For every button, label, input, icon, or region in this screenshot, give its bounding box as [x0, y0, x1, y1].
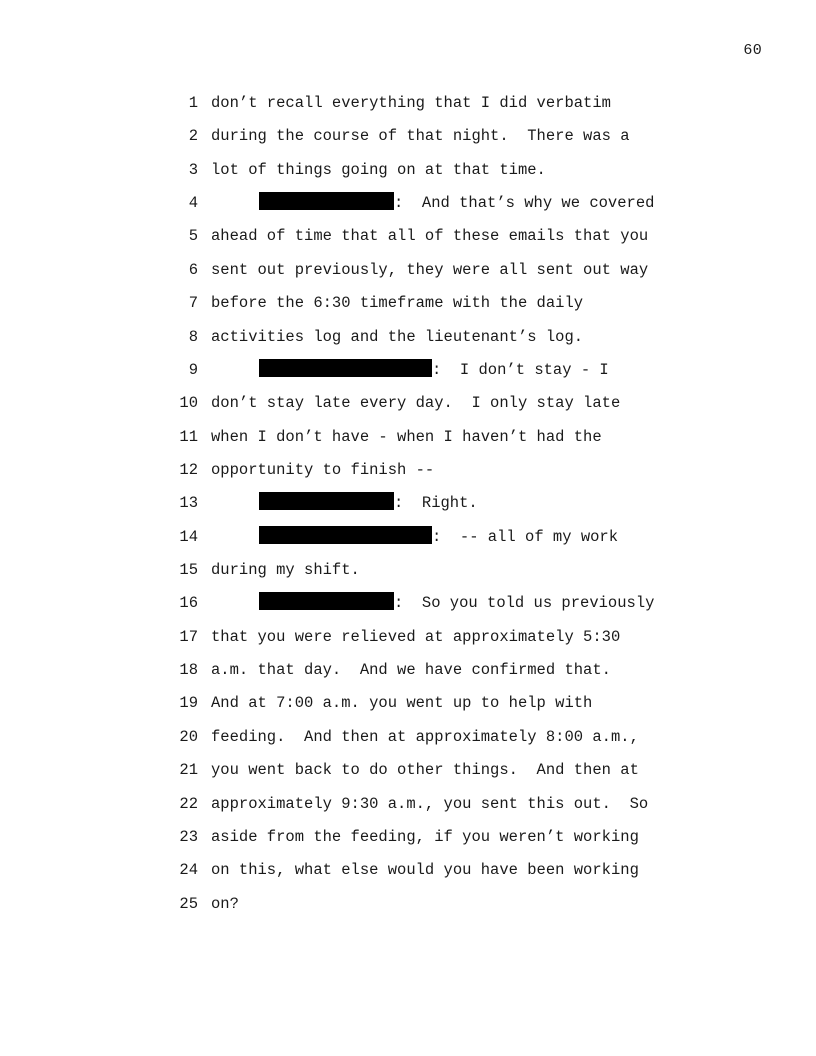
- line-text: lot of things going on at that time.: [211, 160, 546, 179]
- transcript-line: [0, 654, 816, 687]
- transcript-line: [0, 854, 816, 887]
- line-text: activities log and the lieutenant’s log.: [211, 327, 584, 346]
- line-text: aside from the feeding, if you weren’t working: [211, 827, 639, 846]
- transcript-line: [0, 421, 816, 454]
- line-text: on this, what else would you have been working: [211, 861, 639, 880]
- transcript-line: [0, 254, 816, 287]
- line-number: 18: [179, 661, 198, 680]
- transcript-line: [0, 687, 816, 720]
- line-text: sent out previously, they were all sent out way: [211, 260, 649, 279]
- line-text: feeding. And then at approximately 8:00 a.m.,: [211, 727, 639, 746]
- line-number: 11: [179, 427, 198, 446]
- transcript-line: [0, 120, 816, 153]
- line-text: : I don’t stay - I: [432, 360, 609, 379]
- transcript-line: [0, 788, 816, 821]
- page-number: 60: [743, 42, 762, 59]
- redacted-speaker-name: [259, 526, 432, 544]
- transcript-line: [0, 721, 816, 754]
- line-number: 13: [179, 494, 198, 513]
- line-number: 7: [188, 294, 198, 313]
- transcript-line: [0, 387, 816, 420]
- redacted-speaker-name: [259, 492, 394, 510]
- transcript-line: [0, 821, 816, 854]
- line-number: 2: [188, 127, 198, 146]
- transcript-body: [0, 87, 816, 921]
- line-text: don’t recall everything that I did verbatim: [211, 94, 611, 112]
- line-text: you went back to do other things. And then at: [211, 761, 639, 780]
- line-text: during the course of that night. There was a: [211, 127, 630, 146]
- transcript-line: [0, 87, 816, 120]
- line-text: before the 6:30 timeframe with the daily: [211, 294, 584, 313]
- line-number: 19: [179, 694, 198, 713]
- line-text: : So you told us previously: [394, 594, 655, 613]
- line-text: that you were relieved at approximately 5:30: [211, 627, 621, 646]
- line-number: 14: [179, 527, 198, 546]
- transcript-line: [0, 354, 816, 387]
- line-number: 1: [188, 94, 198, 112]
- transcript-line: [0, 554, 816, 587]
- line-number: 6: [188, 260, 198, 279]
- line-text: during my shift.: [211, 561, 360, 580]
- line-number: 3: [188, 160, 198, 179]
- line-number: 15: [179, 561, 198, 580]
- transcript-line: [0, 587, 816, 620]
- speaker-line: [259, 354, 609, 387]
- transcript-line: [0, 621, 816, 654]
- line-number: 9: [188, 360, 198, 379]
- line-text: on?: [211, 894, 239, 913]
- line-number: 20: [179, 727, 198, 746]
- speaker-line: [259, 587, 654, 620]
- transcript-line: [0, 754, 816, 787]
- line-number: 17: [179, 627, 198, 646]
- line-text: : And that’s why we covered: [394, 194, 655, 213]
- line-text: : Right.: [394, 494, 478, 513]
- line-text: And at 7:00 a.m. you went up to help with: [211, 694, 593, 713]
- line-text: approximately 9:30 a.m., you sent this out. So: [211, 794, 649, 813]
- line-number: 5: [188, 227, 198, 246]
- transcript-line: [0, 154, 816, 187]
- line-number: 12: [179, 460, 198, 479]
- transcript-line: [0, 888, 816, 921]
- redacted-speaker-name: [259, 192, 394, 210]
- line-text: ahead of time that all of these emails that you: [211, 227, 649, 246]
- transcript-line: [0, 487, 816, 520]
- transcript-line: [0, 220, 816, 253]
- transcript-line: [0, 321, 816, 354]
- redacted-speaker-name: [259, 592, 394, 610]
- line-number: 8: [188, 327, 198, 346]
- line-text: a.m. that day. And we have confirmed that.: [211, 661, 611, 680]
- line-number: 22: [179, 794, 198, 813]
- line-number: 4: [188, 194, 198, 213]
- line-text: opportunity to finish --: [211, 460, 435, 479]
- line-number: 21: [179, 761, 198, 780]
- transcript-line: [0, 187, 816, 220]
- line-number: 23: [179, 827, 198, 846]
- transcript-line: [0, 454, 816, 487]
- redacted-speaker-name: [259, 359, 432, 377]
- transcript-line: [0, 287, 816, 320]
- line-number: 25: [179, 894, 198, 913]
- line-text: : -- all of my work: [432, 527, 619, 546]
- line-text: when I don’t have - when I haven’t had the: [211, 427, 602, 446]
- line-number: 24: [179, 861, 198, 880]
- line-number: 10: [179, 394, 198, 413]
- transcript-line: [0, 521, 816, 554]
- speaker-line: [259, 487, 478, 520]
- line-text: don’t stay late every day. I only stay late: [211, 394, 621, 413]
- speaker-line: [259, 187, 654, 220]
- line-number: 16: [179, 594, 198, 613]
- speaker-line: [259, 521, 618, 554]
